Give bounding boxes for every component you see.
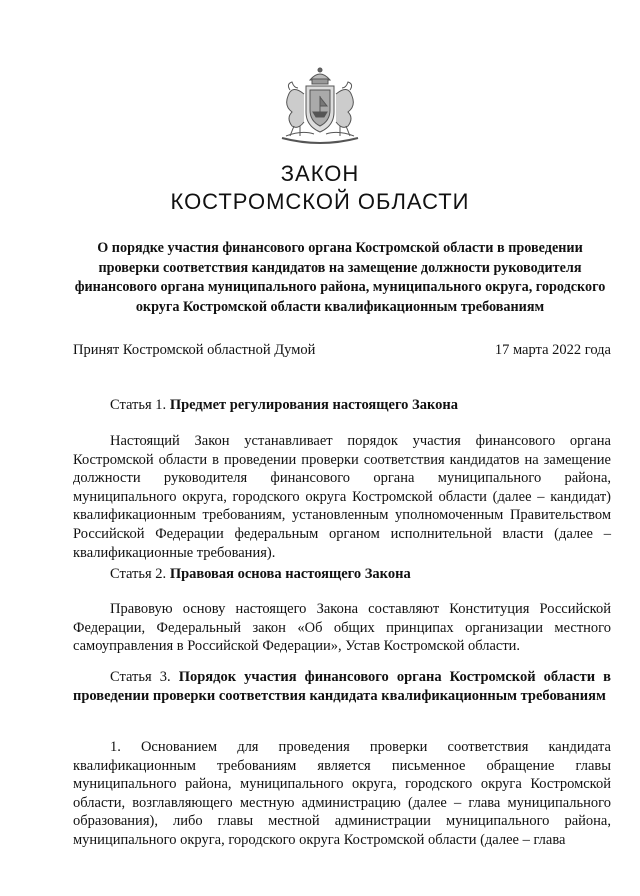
article-heading: Правовая основа настоящего Закона bbox=[169, 566, 411, 582]
article-1-heading bbox=[73, 396, 611, 415]
adoption-date: 17 марта 2022 года bbox=[494, 342, 611, 358]
article-3-text: 1. Основанием для проведения проверки соответствия кандидата квалификационным требованиям является письменное обращение главы муниципального района, муниципального округа, городского округа Костромской области, возглавляющего местную администрацию (далее – глава муниципального образования), либо главы местной администрации муниципального района, муниципального округа, городского округа Костромской области (далее – глава bbox=[73, 739, 611, 848]
article-number: Статья 1. bbox=[110, 397, 167, 413]
article-2-heading bbox=[73, 565, 611, 584]
article-2-text: Правовую основу настоящего Закона составляют Конституция Российской Федерации, Федеральный закон «Об общих принципах организации местного самоуправления в Российской Федерации», Устав Костромской области. bbox=[73, 601, 611, 655]
article-3-heading bbox=[73, 668, 611, 705]
article-number: Статья 3. bbox=[110, 669, 171, 685]
article-heading: Предмет регулирования настоящего Закона bbox=[169, 397, 458, 413]
article-heading: Порядок участия финансового органа Костромской области в проведении проверки соответствия кандидата квалификационным требованиям bbox=[73, 669, 611, 704]
document-title: О порядке участия финансового органа Костромской области в проведении проверки соответствия кандидатов на замещение должности руководителя финансового органа муниципального района, муниципального округа, городского округа Костромской области квалификационным требованиям bbox=[74, 240, 606, 315]
adoption-line bbox=[73, 342, 611, 359]
article-number: Статья 2. bbox=[110, 566, 167, 582]
adopted-by: Принят Костромской областной Думой bbox=[73, 342, 316, 358]
law-title-line1: ЗАКОН bbox=[280, 161, 360, 186]
article-1-text: Настоящий Закон устанавливает порядок участия финансового органа Костромской области в проведении проверки соответствия кандидатов на замещение должности руководителя финансового органа муниципального района, муниципального округа, городского округа Костромской области (далее – кандидат) квалификационным требованиям, установленным уполномоченным Правительством Российской Федерации федеральным органом исполнительной власти (далее – квалификационные требования). bbox=[73, 433, 611, 561]
law-title-line2: КОСТРОМСКОЙ ОБЛАСТИ bbox=[170, 189, 470, 214]
coat-of-arms-emblem-icon bbox=[272, 66, 368, 148]
